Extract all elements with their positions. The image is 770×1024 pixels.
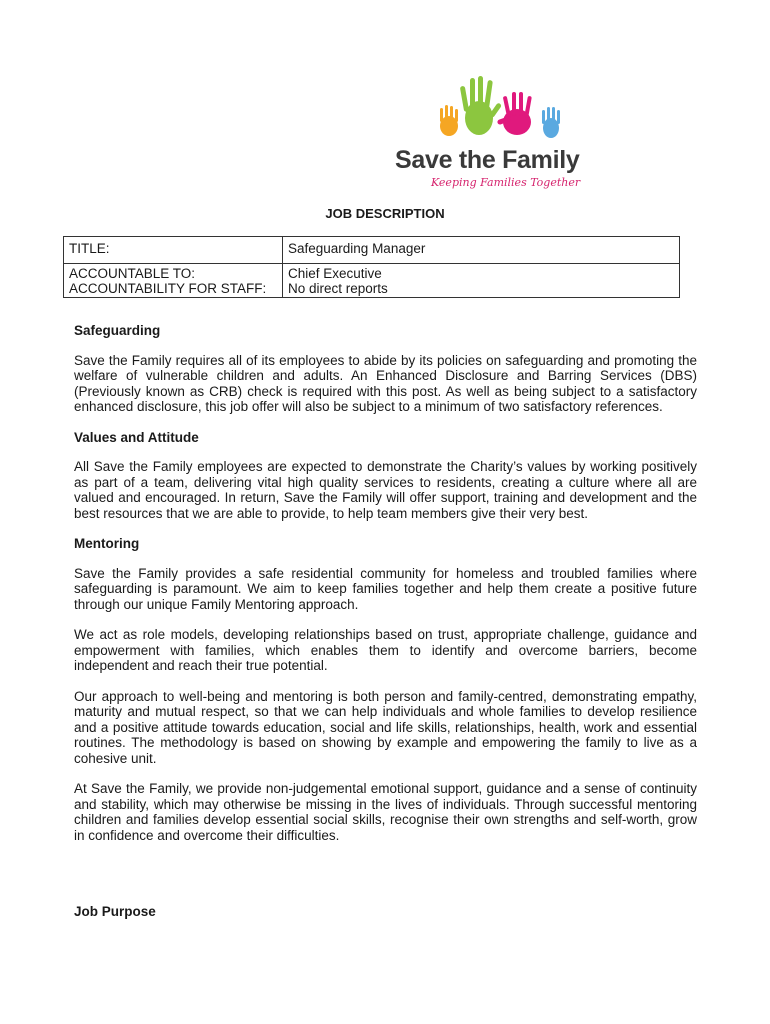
mentoring-paragraph-4: At Save the Family, we provide non-judgemental emotional support, guidance and a sense of continuity and stability, which may otherwise be missing in the lives of individuals. Through successful mentoring children and families develop essential social skills, recognise their own strengths and self-worth, grow in confidence and overcome their difficulties. [74, 781, 697, 843]
title-label: TITLE: [64, 237, 283, 264]
document-body [74, 323, 697, 934]
accountability-label: ACCOUNTABILITY FOR STAFF: [69, 281, 267, 296]
save-the-family-logo [395, 72, 610, 192]
table-row [64, 237, 680, 264]
safeguarding-paragraph: Save the Family requires all of its employees to abide by its policies on safeguarding and promoting the welfare of vulnerable children and adults. An Enhanced Disclosure and Barring Services (DBS) (Previously known as CRB) check is required with this post. As well as being subject to a satisfactory enhanced disclosure, this job offer will also be subject to a minimum of two satisfactory references. [74, 352, 697, 414]
mentoring-paragraph-3: Our approach to well-being and mentoring is both person and family-centred, demonstrating empathy, maturity and mutual respect, so that we can help individuals and whole families to develop resilience and a positive attitude towards education, social and life skills, relationships, health, work and essential routines. The methodology is based on showing by example and empowering the family to live as a cohesive unit. [74, 688, 697, 766]
job-purpose-heading: Job Purpose [74, 904, 156, 919]
safeguarding-heading: Safeguarding [74, 323, 161, 338]
accountable-to-value: Chief Executive [288, 266, 382, 281]
title-value: Safeguarding Manager [283, 237, 680, 264]
logo-tagline: Keeping Families Together [431, 176, 581, 189]
logo-wordmark: Save the Family [395, 146, 580, 174]
mentoring-paragraph-2: We act as role models, developing relationships based on trust, appropriate challenge, guidance and empowerment with families, which enables them to identify and overcome barriers, become independent and reach their true potential. [74, 627, 697, 673]
document-title: JOB DESCRIPTION [325, 206, 445, 221]
job-info-table [63, 236, 680, 298]
table-row [64, 264, 680, 298]
mentoring-heading: Mentoring [74, 536, 140, 551]
mentoring-paragraph-1: Save the Family provides a safe residential community for homeless and troubled families where safeguarding is paramount. We aim to keep families together and help them create a positive future through our unique Family Mentoring approach. [74, 565, 697, 612]
accountability-value: No direct reports [288, 281, 388, 296]
handprints-icon [431, 72, 571, 144]
accountable-to-label: ACCOUNTABLE TO: [69, 266, 196, 281]
values-heading: Values and Attitude [74, 429, 199, 445]
values-paragraph: All Save the Family employees are expected to demonstrate the Charity’s values by working positively as part of a team, delivering vital high quality services to residents, creating a culture where all are valued and encouraged. In return, Save the Family will offer support, training and development and the best resources that we are able to provide, to help team members give their very best. [74, 459, 697, 521]
